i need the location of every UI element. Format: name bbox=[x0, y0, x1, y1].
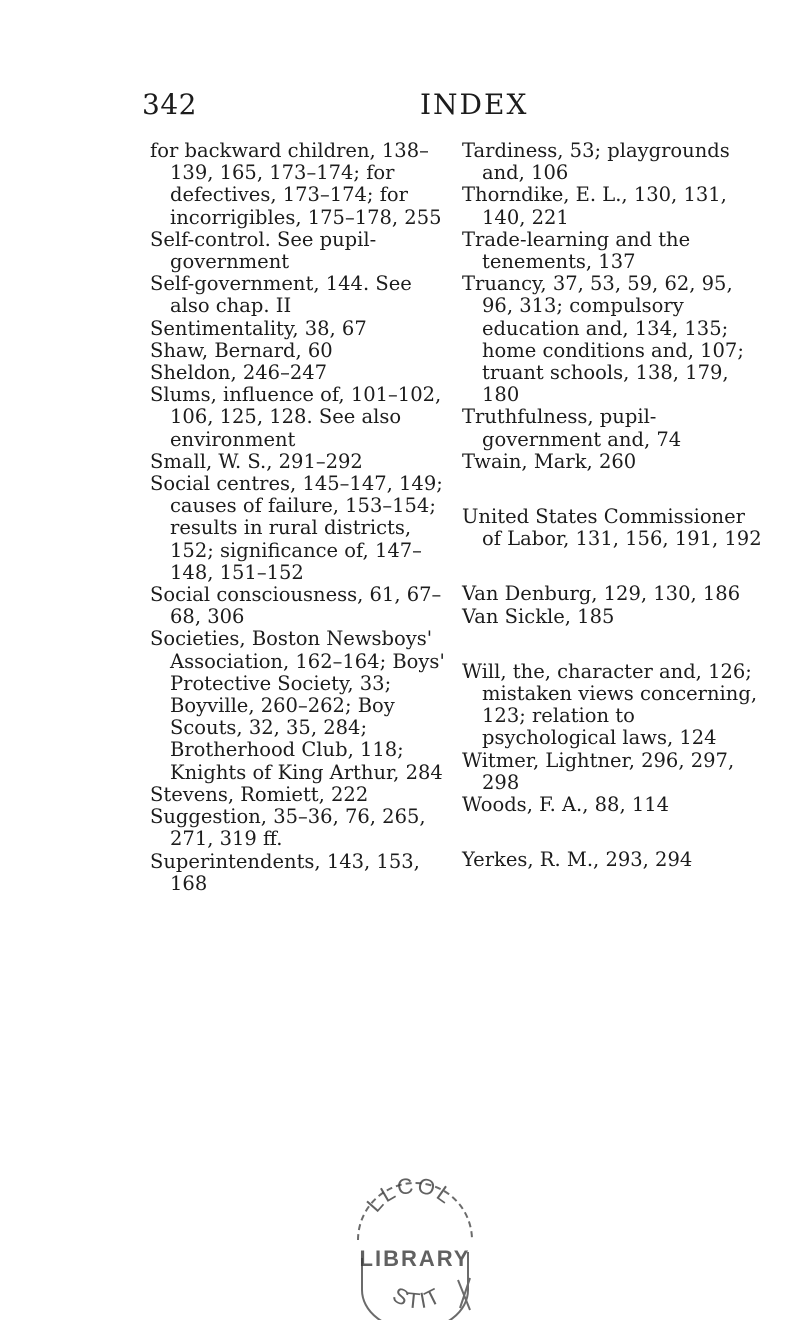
index-entry: Truancy, 37, 53, 59, 62, 95, 96, 313; compulsory education and, 134, 135; home conditions and, 107; truant schools, 138, 179, 180 bbox=[462, 272, 744, 407]
running-head: INDEX bbox=[420, 88, 529, 121]
index-entry: Will, the, character and, 126; mistaken views concerning, 123; relation to psychological laws, 124 bbox=[462, 659, 758, 750]
index-entry: Societies, Boston Newsboys' Association, 162–164; Boys' Protective Society, 33; Boyville, 260–262; Boy Scouts, 32, 35, 284; Brotherhood Club, 118; Knights of King Arthur, 284 bbox=[150, 627, 445, 784]
index-column-left bbox=[150, 140, 450, 895]
page-header bbox=[0, 88, 800, 128]
index-entry: Self-government, 144. See also chap. II bbox=[150, 272, 412, 318]
svg-text:STIT bbox=[389, 1282, 446, 1314]
stamp-text-middle: LIBRARY bbox=[359, 1246, 471, 1271]
index-entry: Van Sickle, 185 bbox=[462, 604, 615, 628]
index-entry: Social centres, 145–147, 149; causes of failure, 153–154; results in rural districts, 152; significance of, 147–148, 151–152 bbox=[150, 472, 443, 584]
svg-text:LLCOL bbox=[362, 1172, 459, 1216]
index-entry: Social consciousness, 61, 67–68, 306 bbox=[150, 583, 442, 629]
index-entry: Twain, Mark, 260 bbox=[462, 449, 637, 473]
index-entry: United States Commissioner of Labor, 131, 156, 191, 192 bbox=[462, 505, 762, 551]
index-entry: Witmer, Lightner, 296, 297, 298 bbox=[462, 748, 735, 794]
index-entry: Small, W. S., 291–292 bbox=[150, 449, 363, 473]
index-entry: Trade-learning and the tenements, 137 bbox=[462, 227, 691, 274]
index-entry: for backward children, 138–139, 165, 173–174; for defectives, 173–174; for incorrigibles, 175–178, 255 bbox=[150, 139, 442, 229]
index-entry: Superintendents, 143, 153, 168 bbox=[150, 849, 420, 895]
stamp-text-top: LLCOL bbox=[361, 1172, 459, 1217]
index-entry: Sheldon, 246–247 bbox=[150, 361, 328, 385]
index-entry: Sentimentality, 38, 67 bbox=[150, 316, 367, 340]
page-number: 342 bbox=[142, 88, 197, 121]
index-entry: Van Denburg, 129, 130, 186 bbox=[462, 582, 741, 606]
index-entry: Suggestion, 35–36, 76, 265, 271, 319 ff. bbox=[150, 805, 426, 851]
index-entry: Thorndike, E. L., 130, 131, 140, 221 bbox=[462, 183, 727, 229]
index-column-right bbox=[462, 140, 762, 871]
library-stamp bbox=[340, 1160, 490, 1320]
index-entry: Self-control. See pupil-government bbox=[150, 227, 377, 274]
index-entry: Tardiness, 53; playgrounds and, 106 bbox=[462, 139, 730, 185]
index-entry: Stevens, Romiett, 222 bbox=[150, 782, 369, 806]
index-entry: Truthfulness, pupil-government and, 74 bbox=[462, 405, 682, 451]
stamp-text-bottom: STIT bbox=[388, 1281, 446, 1314]
library-stamp-icon bbox=[340, 1160, 490, 1320]
index-entry: Slums, influence of, 101–102, 106, 125, 128. See also environment bbox=[150, 383, 442, 451]
index-entry: Yerkes, R. M., 293, 294 bbox=[462, 848, 693, 872]
index-entry: Shaw, Bernard, 60 bbox=[150, 338, 333, 362]
index-entry: Woods, F. A., 88, 114 bbox=[462, 793, 670, 817]
